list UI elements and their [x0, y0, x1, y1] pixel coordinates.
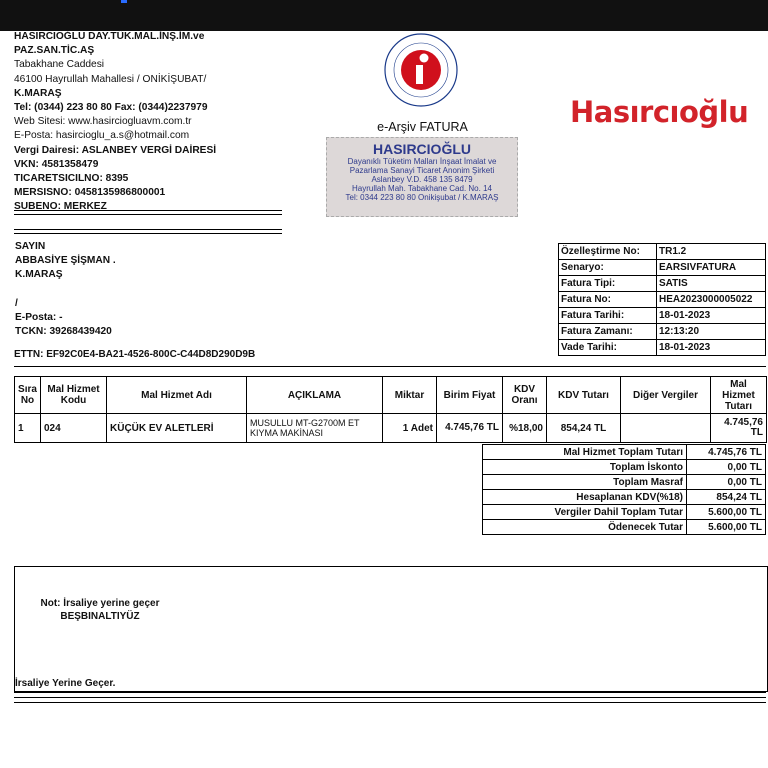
totals-row: [483, 505, 766, 520]
stamp-line: Tel: 0344 223 80 80 Onikişubat / K.MARAŞ: [345, 193, 499, 202]
buyer-spacer: [15, 283, 155, 297]
top-bar: [0, 0, 768, 31]
footer-lines: [14, 692, 766, 707]
note-waybill: [20, 597, 180, 623]
item-code: 024: [41, 414, 107, 443]
total-label: Ödenecek Tutar: [483, 520, 687, 535]
totals-row: [483, 445, 766, 460]
brand-logo: Hasırcıoğlu: [570, 95, 749, 129]
seller-trade-reg: TICARETSICILNO: 8395: [14, 173, 129, 185]
footer-line: [14, 702, 766, 707]
buyer-name: ABBASİYE ŞİŞMAN .: [15, 255, 116, 267]
gib-logo-icon: [378, 32, 464, 110]
col-header: Birim Fiyat: [437, 377, 503, 414]
col-header: Miktar: [383, 377, 437, 414]
notes-box: [14, 566, 768, 692]
stamp-line: Hayrullah Mah. Tabakhane Cad. No. 14: [352, 184, 492, 193]
stamp-line: Aslanbey V.D. 458 135 8479: [371, 175, 473, 184]
buyer-divider: [14, 229, 282, 234]
total-value: 4.745,76 TL: [687, 445, 766, 460]
seller-web: Web Sitesi: www.hasirciogluavm.com.tr: [14, 116, 192, 128]
col-header: KDV Oranı: [503, 377, 547, 414]
meta-row: [559, 308, 766, 324]
buyer-email: E-Posta: -: [15, 311, 63, 323]
col-header: Mal Hizmet Tutarı: [711, 377, 767, 414]
total-label: Toplam İskonto: [483, 460, 687, 475]
total-label: Hesaplanan KDV(%18): [483, 490, 687, 505]
meta-value: EARSIVFATURA: [657, 260, 766, 276]
buyer-tckn: TCKN: 39268439420: [15, 326, 112, 338]
invoice-meta: [558, 243, 766, 356]
total-value: 854,24 TL: [687, 490, 766, 505]
col-header: Diğer Vergiler: [621, 377, 711, 414]
meta-label: Fatura No:: [559, 292, 657, 308]
meta-label: Fatura Tipi:: [559, 276, 657, 292]
col-header: Mal Hizmet Adı: [107, 377, 247, 414]
total-value: 5.600,00 TL: [687, 520, 766, 535]
total-label: Mal Hizmet Toplam Tutarı: [483, 445, 687, 460]
item-vat-rate: %18,00: [503, 414, 547, 443]
document-type-title: e-Arşiv FATURA: [377, 120, 468, 134]
seller-branch: SUBENO: MERKEZ: [14, 201, 107, 213]
item-desc: MUSULLU MT-G2700M ET KIYMA MAKİNASI: [247, 414, 383, 443]
stamp-line: Pazarlama Sanayi Ticaret Anonim Şirketi: [349, 166, 495, 175]
stamp-title: HASIRCIOĞLU: [373, 141, 471, 157]
seller-mersis: MERSISNO: 0458135986800001: [14, 187, 166, 199]
company-stamp: [326, 137, 518, 217]
seller-tax-office: Vergi Dairesi: ASLANBEY VERGİ DAİRESİ: [14, 144, 217, 156]
totals-row: [483, 520, 766, 535]
buyer-salutation: SAYIN: [15, 241, 46, 252]
meta-label: Senaryo:: [559, 260, 657, 276]
seller-name-line2: PAZ.SAN.TİC.AŞ: [14, 45, 95, 57]
meta-label: Fatura Zamanı:: [559, 324, 657, 340]
total-label: Toplam Masraf: [483, 475, 687, 490]
items-header-row: [15, 377, 767, 414]
meta-value: SATIS: [657, 276, 766, 292]
item-name: KÜÇÜK EV ALETLERİ: [107, 414, 247, 443]
seller-city: K.MARAŞ: [14, 87, 62, 99]
totals-row: [483, 460, 766, 475]
totals-row: [483, 475, 766, 490]
meta-value: 12:13:20: [657, 324, 766, 340]
totals-table: [482, 444, 766, 535]
total-value: 0,00 TL: [687, 475, 766, 490]
meta-value: 18-01-2023: [657, 308, 766, 324]
seller-district: 46100 Hayrullah Mahallesi / ONİKİŞUBAT/: [14, 73, 207, 85]
item-total: 4.745,76 TL: [711, 414, 767, 443]
seller-phone: Tel: (0344) 223 80 80 Fax: (0344)2237979: [14, 102, 208, 114]
meta-value: TR1.2: [657, 244, 766, 260]
col-header: Mal Hizmet Kodu: [41, 377, 107, 414]
table-row: [15, 414, 767, 443]
total-label: Vergiler Dahil Toplam Tutar: [483, 505, 687, 520]
note-waybill-footer: İrsaliye Yerine Geçer.: [15, 678, 116, 689]
seller-divider: [14, 210, 282, 215]
meta-label: Özelleştirme No:: [559, 244, 657, 260]
seller-info: [14, 30, 254, 215]
seller-name-line1: HASIRCIOĞLU DAY.TÜK.MAL.İNŞ.İM.ve: [14, 31, 205, 42]
meta-row: [559, 340, 766, 356]
meta-value: HEA2023000005022: [657, 292, 766, 308]
total-value: 0,00 TL: [687, 460, 766, 475]
meta-row: [559, 292, 766, 308]
col-header: KDV Tutarı: [547, 377, 621, 414]
buyer-slash: /: [15, 297, 18, 309]
note-line: Not: İrsaliye yerine geçer: [40, 598, 160, 609]
item-no: 1: [15, 414, 41, 443]
seller-email: E-Posta: hasircioglu_a.s@hotmail.com: [14, 130, 190, 142]
item-qty: 1 Adet: [383, 414, 437, 443]
meta-label: Vade Tarihi:: [559, 340, 657, 356]
totals-row: [483, 490, 766, 505]
meta-value: 18-01-2023: [657, 340, 766, 356]
stamp-line: Dayanıklı Tüketim Malları İnşaat İmalat ve: [347, 157, 497, 166]
item-other-tax: [621, 414, 711, 443]
meta-row: [559, 260, 766, 276]
meta-label: Fatura Tarihi:: [559, 308, 657, 324]
col-header: Sıra No: [15, 377, 41, 414]
meta-row: [559, 276, 766, 292]
seller-vkn: VKN: 4581358479: [14, 158, 99, 170]
status-dot: [121, 0, 127, 3]
buyer-info: [15, 240, 155, 339]
ettn: ETTN: EF92C0E4-BA21-4526-800C-C44D8D290D9B: [14, 349, 256, 360]
col-header: AÇIKLAMA: [247, 377, 383, 414]
item-vat-amount: 854,24 TL: [547, 414, 621, 443]
meta-row: [559, 324, 766, 340]
buyer-city: K.MARAŞ: [15, 269, 63, 281]
items-table: [14, 376, 766, 443]
meta-table: [558, 243, 766, 356]
seller-street: Tabakhane Caddesi: [14, 59, 105, 71]
meta-row: [559, 244, 766, 260]
total-value: 5.600,00 TL: [687, 505, 766, 520]
ettn-divider: [14, 366, 766, 369]
item-unit-price: 4.745,76 TL: [437, 414, 503, 443]
note-line: BEŞBINALTIYÜZ: [60, 611, 140, 622]
